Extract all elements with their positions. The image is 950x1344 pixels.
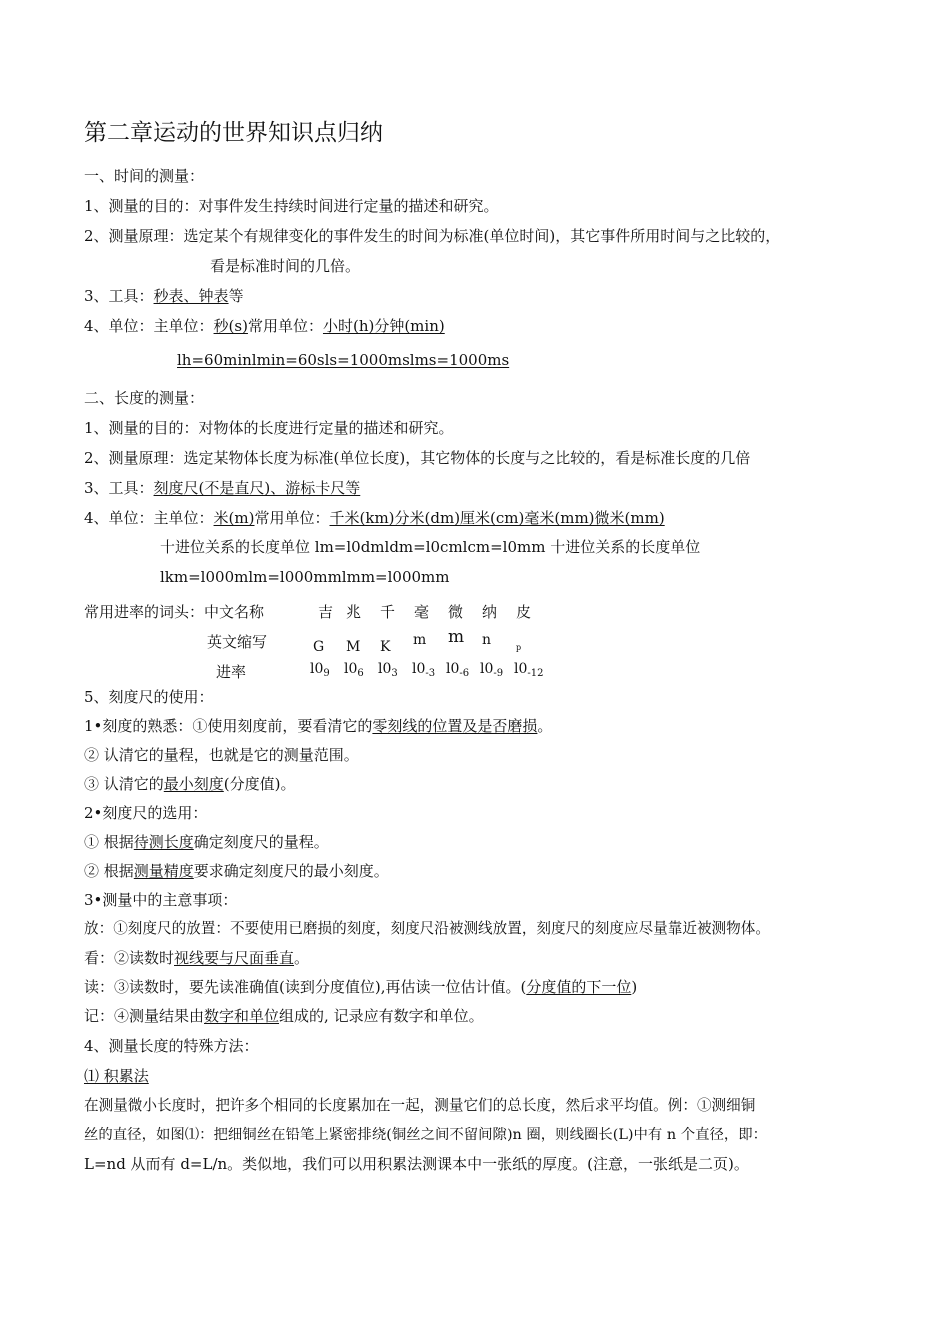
special-methods-heading: 4、测量长度的特殊方法： (84, 1037, 259, 1055)
time-principle-label: 2、测量原理： (84, 227, 184, 245)
prefix-cn-2: 千 (380, 603, 396, 621)
ruler-p6-end: 要求确定刻度尺的最小刻度。 (193, 862, 389, 880)
time-tool-value: 秒表、钟表 (153, 287, 229, 305)
accumulation-para-3: L=nd 从而有 d=L/n。类似地，我们可以用积累法测课本中一张纸的厚度。(注意，一张纸是二页)。 (84, 1155, 749, 1173)
prefix-rate-3 (412, 661, 435, 679)
ruler-p8: 放：①刻度尺的放置：不要使用已磨损的刻度，刻度尺沿被测线放置，刻度尺的刻度应尽量靠近被测物体。 (84, 920, 770, 937)
rate-base-3: l0 (412, 661, 426, 677)
ruler-p9-underline: 视线要与尺面垂直 (174, 949, 295, 967)
rate-exp-3: -3 (425, 668, 436, 679)
rate-base-5: l0 (480, 661, 494, 677)
rate-exp-5: -9 (493, 668, 504, 679)
prefix-rate-4 (446, 661, 469, 679)
ruler-p6-underline: 测量精度 (133, 862, 194, 880)
length-purpose: 1、测量的目的：对物体的长度进行定量的描述和研究。 (84, 419, 454, 437)
time-unit-main: 秒(s) (213, 317, 248, 335)
time-unit (84, 316, 445, 336)
length-unit-common: 千米(km)分米(dm)厘米(cm)毫米(mm)微米(mm) (329, 509, 665, 527)
ruler-p6 (84, 861, 389, 881)
ruler-p5-text: ① 根据 (84, 833, 134, 851)
prefix-cn-0: 吉 (318, 603, 334, 621)
time-unit-common: 小时(h)分钟(min) (322, 317, 445, 335)
rate-exp-1: 6 (357, 668, 364, 679)
rate-exp-2: 3 (391, 668, 398, 679)
rate-exp-0: 9 (323, 668, 330, 679)
ruler-p1-text: 1•刻度的熟悉：①使用刻度前，要看清它的 (84, 717, 373, 735)
length-tool-value: 刻度尺(不是直尺)、游标卡尺等 (153, 479, 361, 497)
ruler-p5-end: 确定刻度尺的量程。 (193, 833, 329, 851)
ruler-p5-underline: 待测长度 (133, 833, 194, 851)
prefix-en-6: p (516, 643, 522, 652)
ruler-p11-end: 组成的, 记录应有数字和单位。 (279, 1007, 484, 1025)
rate-base-4: l0 (446, 661, 460, 677)
ruler-p3 (84, 774, 296, 794)
section-length-heading: 二、长度的测量： (84, 389, 205, 407)
prefix-cn-4: 微 (448, 603, 464, 621)
time-tool-suffix: 等 (228, 287, 244, 305)
prefix-en-0: G (313, 639, 325, 655)
ruler-usage-heading: 5、刻度尺的使用： (84, 688, 214, 706)
accumulation-method-title: ⑴ 积累法 (84, 1067, 149, 1085)
ruler-p7: 3•测量中的主意事项： (84, 891, 238, 909)
accumulation-para-2: 丝的直径，如图⑴：把细铜丝在铅笔上紧密排绕(铜丝之间不留间隙)n 圈，则线圈长(L)中有 n 个直径，即： (84, 1127, 768, 1143)
prefix-rate-6 (514, 661, 544, 679)
time-tool-label: 3、工具： (84, 287, 154, 305)
ruler-p11 (84, 1006, 484, 1026)
ruler-p9-end: 。 (294, 949, 310, 967)
ruler-p1 (84, 716, 552, 736)
prefix-row-cn-label: 中文名称 (204, 603, 265, 621)
prefix-row-rate-label: 进率 (216, 663, 247, 681)
prefix-en-1: M (346, 639, 361, 655)
rate-base-1: l0 (344, 661, 358, 677)
ruler-p10-text: 读：③读数时，要先读准确值(读到分度值位),再估读一位估计值。( (84, 978, 527, 996)
ruler-p10-underline: 分度值的下一位 (526, 978, 632, 996)
section-time-heading: 一、时间的测量： (84, 167, 205, 185)
ruler-p1-underline: 零刻线的位置及是否磨损 (372, 717, 538, 735)
prefix-en-3: m (413, 632, 427, 648)
ruler-p3-text: ③ 认清它的 (84, 775, 164, 793)
length-relation-2: lkm=l000mlm=l000mmlmm=l000mm (160, 568, 450, 586)
prefix-rate-0 (310, 661, 330, 679)
prefix-cn-6: 皮 (516, 603, 532, 621)
time-tool (84, 286, 244, 306)
prefix-cn-3: 毫 (414, 603, 430, 621)
length-unit-label: 4、单位：主单位： (84, 509, 214, 527)
prefix-cn-5: 纳 (482, 603, 498, 621)
prefix-table-title: 常用进率的词头： (84, 603, 205, 621)
time-principle-text: 选定某个有规律变化的事件发生的时间为标准(单位时间)，其它事件所用时间与之比较的， (183, 227, 781, 245)
time-purpose-text: 对事件发生持续时间进行定量的描述和研究。 (198, 197, 499, 215)
ruler-p6-text: ② 根据 (84, 862, 134, 880)
prefix-en-5: n (482, 632, 492, 648)
time-unit-label: 4、单位：主单位： (84, 317, 214, 335)
prefix-cn-1: 兆 (346, 603, 362, 621)
rate-base-6: l0 (514, 661, 528, 677)
prefix-rate-1 (344, 661, 364, 679)
length-principle: 2、测量原理：选定某物体长度为标准(单位长度)，其它物体的长度与之比较的，看是标准长度的几倍 (84, 449, 751, 467)
length-relation-1: 十进位关系的长度单位 lm=l0dmldm=l0cmlcm=l0mm 十进位关系的长度单位 (160, 538, 701, 556)
rate-base-2: l0 (378, 661, 392, 677)
prefix-rate-2 (378, 661, 398, 679)
time-principle (84, 226, 780, 246)
ruler-p3-underline: 最小刻度 (163, 775, 224, 793)
length-unit-common-label: 常用单位： (254, 509, 330, 527)
ruler-p9-text: 看：②读数时 (84, 949, 175, 967)
page-title: 第二章运动的世界知识点归纳 (84, 120, 383, 146)
length-unit (84, 508, 665, 528)
time-unit-common-label: 常用单位： (247, 317, 323, 335)
rate-exp-4: -6 (459, 668, 470, 679)
time-conversion: lh=60minlmin=60sls=1000mslms=1000ms (177, 351, 510, 369)
prefix-en-4: m (448, 627, 465, 647)
prefix-rate-5 (480, 661, 503, 679)
ruler-p3-end: (分度值)。 (223, 775, 296, 793)
time-purpose (84, 196, 499, 216)
ruler-p11-underline: 数字和单位 (204, 1007, 280, 1025)
ruler-p11-text: 记：④测量结果由 (84, 1007, 205, 1025)
prefix-row-en-label: 英文缩写 (207, 633, 268, 651)
time-purpose-label: 1、测量的目的： (84, 197, 199, 215)
ruler-p4: 2•刻度尺的选用： (84, 804, 208, 822)
accumulation-para-1: 在测量微小长度时，把许多个相同的长度累加在一起，测量它们的总长度，然后求平均值。例：①测细铜 (84, 1097, 756, 1114)
length-tool (84, 478, 360, 498)
time-principle-cont: 看是标准时间的几倍。 (210, 257, 361, 275)
length-tool-label: 3、工具： (84, 479, 154, 497)
prefix-en-2: K (380, 639, 391, 655)
ruler-p10 (84, 977, 637, 997)
length-unit-main: 米(m) (213, 509, 255, 527)
rate-base-0: l0 (310, 661, 324, 677)
ruler-p5 (84, 832, 329, 852)
ruler-p1-end: 。 (537, 717, 553, 735)
ruler-p9 (84, 948, 309, 968)
prefix-table-label (84, 601, 264, 622)
ruler-p2: ② 认清它的量程，也就是它的测量范围。 (84, 746, 359, 764)
rate-exp-6: -12 (527, 668, 544, 679)
ruler-p10-end: ) (631, 978, 638, 996)
